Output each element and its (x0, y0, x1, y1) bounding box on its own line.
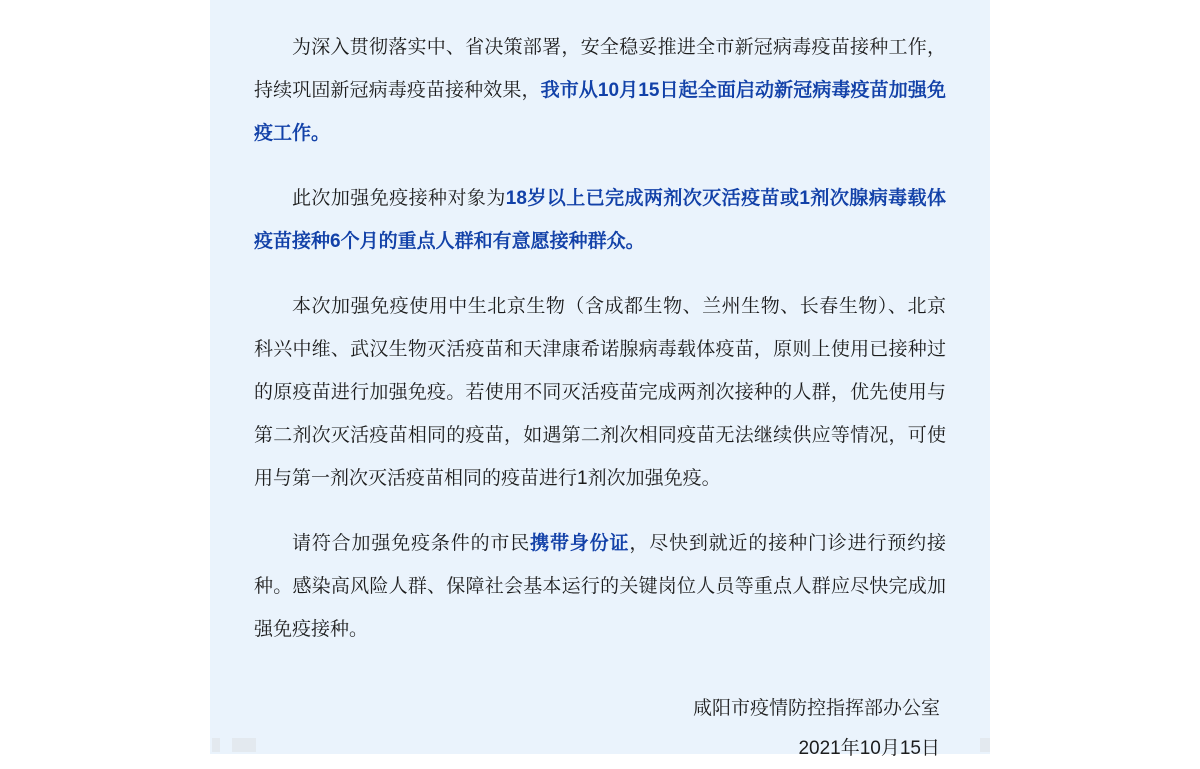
paragraph-3-run-1: 本次加强免疫使用中生北京生物（含成都生物、兰州生物、长春生物）、北京科兴中维、武汉生物灭活疫苗和天津康希诺腺病毒载体疫苗，原则上使用已接种过的原疫苗进行加强免疫。若使用不同灭活疫苗完成两剂次接种的人群，优先使用与第二剂次灭活疫苗相同的疫苗，如遇第二剂次相同疫苗无法继续供应等情况，可使用与第一剂次灭活疫苗相同的疫苗进行1剂次加强免疫。 (254, 296, 946, 489)
notice-panel (210, 0, 990, 759)
signature-issuer: 咸阳市疫情防控指挥部办公室 (692, 698, 940, 719)
paragraph-1 (254, 26, 946, 155)
bottom-mark-left-small (212, 738, 220, 752)
paragraph-2-run-2-highlight: 18岁以上已完成两剂次灭活疫苗或1剂次腺病毒载体疫苗接种6个月的重点人群和有意愿接种群众。 (254, 188, 946, 252)
signature-date: 2021年10月15日 (798, 738, 940, 759)
paragraph-4-run-3: ，尽快到就近的接种门诊进行预约接种。感染高风险人群、保障社会基本运行的关键岗位人员等重点人群应尽快完成加强免疫接种。 (254, 533, 946, 640)
paragraph-4-run-1: 请符合加强免疫条件的市民 (292, 533, 531, 554)
paragraph-2-run-1: 此次加强免疫接种对象为 (292, 188, 506, 209)
paragraph-1-run-1: 为深入贯彻落实中、省决策部署，安全稳妥推进全市新冠病毒疫苗接种工作，持续巩固新冠病毒疫苗接种效果， (254, 37, 946, 101)
paragraph-4-run-2-highlight: 携带身份证 (530, 533, 630, 554)
paragraph-2 (254, 177, 946, 263)
paragraph-3 (254, 285, 946, 500)
notice-body (210, 0, 990, 769)
bottom-mark-right (980, 738, 990, 752)
bottom-marks (0, 736, 1200, 754)
paragraph-1-run-2-highlight: 我市从10月15日起全面启动新冠病毒疫苗加强免疫工作。 (254, 80, 946, 144)
signature-block (254, 689, 946, 769)
bottom-mark-left-wide (232, 738, 256, 752)
paragraph-4 (254, 522, 946, 651)
